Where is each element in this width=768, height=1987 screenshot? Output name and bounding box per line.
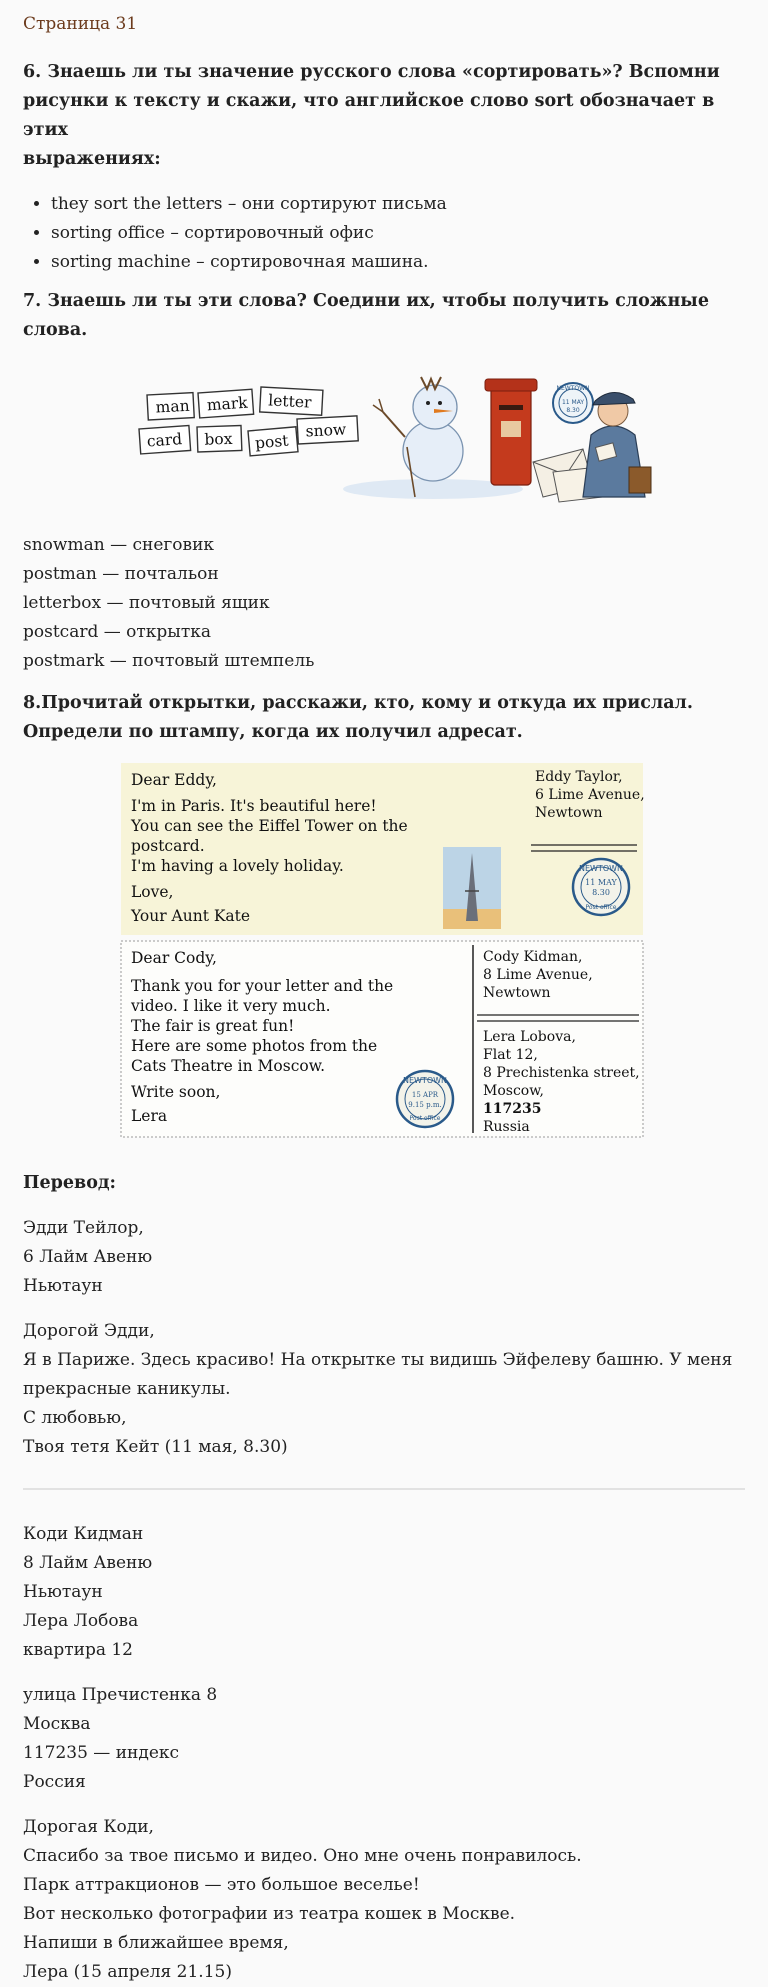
letterbox-icon <box>485 379 537 485</box>
task6-heading-line: рисунки к тексту и скажи, что английское слово sort обозначает в этих <box>23 91 715 140</box>
text-line: Ньютаун <box>23 1582 103 1602</box>
text-line: С любовью, <box>23 1408 127 1428</box>
task6-heading-line: 6. Знаешь ли ты значение русского слова «сортировать»? Вспомни <box>23 62 720 82</box>
answer-line: postmark — почтовый штемпель <box>23 651 315 671</box>
answer-line: postcard — открытка <box>23 622 211 642</box>
stamp-text: 11 MAY <box>585 878 617 887</box>
postmark-stamp-icon <box>397 1071 453 1127</box>
address-line: Cody Kidman, <box>483 949 583 965</box>
word-card-letter <box>260 387 323 415</box>
list-item: • they sort the letters – они сортируют письма <box>51 190 745 219</box>
text-line: Дорогая Коди, <box>23 1817 154 1837</box>
word-card-label: man <box>155 396 191 417</box>
text-line: Коди Кидман <box>23 1524 144 1544</box>
text-line: 8 Лайм Авеню <box>23 1553 153 1573</box>
postcard-line: Your Aunt Kate <box>131 907 251 925</box>
divider <box>23 1488 745 1490</box>
text-line: Я в Париже. Здесь красиво! На открытке ты видишь Эйфелеву башню. У меня <box>23 1350 733 1370</box>
word-card-post <box>248 427 298 456</box>
postcard-line: I'm in Paris. It's beautiful here! <box>131 797 377 815</box>
postcard-line: postcard. <box>131 837 205 855</box>
postcards-illustration <box>23 761 745 1143</box>
task6-heading <box>23 58 745 174</box>
translation-card2-address-a <box>23 1520 745 1665</box>
postcard-line: video. I like it very much. <box>131 997 331 1015</box>
word-card-box <box>197 425 242 452</box>
list-item: • sorting machine – сортировочная машина. <box>51 248 745 277</box>
text-line: Твоя тетя Кейт (11 мая, 8.30) <box>23 1437 288 1457</box>
address-line: Lera Lobova, <box>483 1029 576 1045</box>
page-title: Страница 31 <box>23 14 138 34</box>
eiffel-tower-photo <box>443 847 501 929</box>
word-card-snow <box>297 416 358 444</box>
answer-line: snowman — снеговик <box>23 535 215 555</box>
stamp-text: NEWTOWN <box>556 385 590 392</box>
address-line: Russia <box>483 1119 530 1135</box>
postcard-line: Here are some photos from the <box>131 1037 378 1055</box>
translation-heading: Перевод: <box>23 1173 116 1193</box>
text-line: Москва <box>23 1714 91 1734</box>
postcard-1 <box>121 763 645 935</box>
postmark-stamp-icon <box>553 383 593 423</box>
word-card-label: letter <box>267 391 312 412</box>
text-line: Лера (15 апреля 21.15) <box>23 1962 232 1982</box>
word-card-label: post <box>254 431 290 453</box>
address-line: 8 Prechistenka street, <box>483 1065 640 1081</box>
text-line: Эдди Тейлор, <box>23 1218 144 1238</box>
text-line: Спасибо за твое письмо и видео. Оно мне очень понравилось. <box>23 1846 582 1866</box>
stamp-text: 8.30 <box>566 407 580 414</box>
word-cards-illustration <box>23 357 745 507</box>
list-item: • sorting office – сортировочный офис <box>51 219 745 248</box>
text-line: Напиши в ближайшее время, <box>23 1933 289 1953</box>
task6-heading-line: выражениях: <box>23 149 161 169</box>
stamp-text: 11 MAY <box>561 399 585 406</box>
text-line: 117235 — индекс <box>23 1743 180 1763</box>
stamp-text: Post office <box>585 904 617 911</box>
stamp-text: NEWTOWN <box>402 1076 448 1085</box>
word-card-mark <box>198 389 254 418</box>
postcard-line: Lera <box>131 1107 168 1125</box>
text-line: Россия <box>23 1772 86 1792</box>
word-card-label: card <box>146 430 183 451</box>
answer-line: postman — почтальон <box>23 564 219 584</box>
text-line: Парк аттракционов — это большое веселье! <box>23 1875 420 1895</box>
address-line: 117235 <box>483 1101 542 1117</box>
translation-card1-message <box>23 1317 745 1462</box>
address-line: 6 Lime Avenue, <box>535 787 645 803</box>
translation-card2-message <box>23 1813 745 1987</box>
task8-heading <box>23 689 745 747</box>
stamp-text: 8.30 <box>592 888 610 897</box>
postcard-line: The fair is great fun! <box>131 1017 295 1035</box>
address-line: Newtown <box>535 805 603 821</box>
stamp-text: 9.15 p.m. <box>408 1101 442 1109</box>
task7-answers <box>23 531 745 676</box>
task7-heading: 7. Знаешь ли ты эти слова? Соедини их, чтобы получить сложные слова. <box>23 291 709 340</box>
answer-line: letterbox — почтовый ящик <box>23 593 270 613</box>
address-line: Eddy Taylor, <box>535 769 623 785</box>
text-line: Ньютаун <box>23 1276 103 1296</box>
text-line: Дорогой Эдди, <box>23 1321 155 1341</box>
task8-heading-line: Определи по штампу, когда их получил адресат. <box>23 722 523 742</box>
text-line: Лера Лобова <box>23 1611 139 1631</box>
address-line: 8 Lime Avenue, <box>483 967 593 983</box>
word-card-man <box>147 393 194 420</box>
stamp-text: Post office <box>409 1115 441 1122</box>
postcard-line: Write soon, <box>131 1083 221 1101</box>
page <box>0 10 768 1987</box>
postcard-line: You can see the Eiffel Tower on the <box>131 817 408 835</box>
postcards-svg <box>23 761 745 1143</box>
text-line: прекрасные каникулы. <box>23 1379 231 1399</box>
postcard-line: Love, <box>131 883 174 901</box>
postcard-line: Dear Eddy, <box>131 771 217 789</box>
translation-card1-address <box>23 1214 745 1301</box>
word-card-card <box>139 426 191 454</box>
text-line: квартира 12 <box>23 1640 134 1660</box>
task7-illustration <box>23 357 745 507</box>
postmark-stamp-icon <box>573 859 629 915</box>
translation-card2-address-b <box>23 1681 745 1797</box>
postcard-line: I'm having a lovely holiday. <box>131 857 344 875</box>
word-card-label: mark <box>206 393 249 415</box>
stamp-text: NEWTOWN <box>578 864 624 873</box>
address-line: Moscow, <box>483 1083 544 1099</box>
word-card-label: box <box>204 429 233 449</box>
text-line: 6 Лайм Авеню <box>23 1247 153 1267</box>
text-line: Вот несколько фотографии из театра кошек в Москве. <box>23 1904 516 1924</box>
address-line: Newtown <box>483 985 551 1001</box>
postcard-line: Thank you for your letter and the <box>131 977 394 995</box>
postcard-2 <box>121 941 643 1137</box>
postcard-line: Cats Theatre in Moscow. <box>131 1057 326 1075</box>
word-card-label: snow <box>305 420 347 441</box>
text-line: улица Пречистенка 8 <box>23 1685 218 1705</box>
address-line: Flat 12, <box>483 1047 538 1063</box>
task8-heading-line: 8.Прочитай открытки, расскажи, кто, кому и откуда их прислал. <box>23 693 693 713</box>
postcard-line: Dear Cody, <box>131 949 217 967</box>
task6-list <box>23 190 745 277</box>
stamp-text: 15 APR <box>411 1091 439 1099</box>
